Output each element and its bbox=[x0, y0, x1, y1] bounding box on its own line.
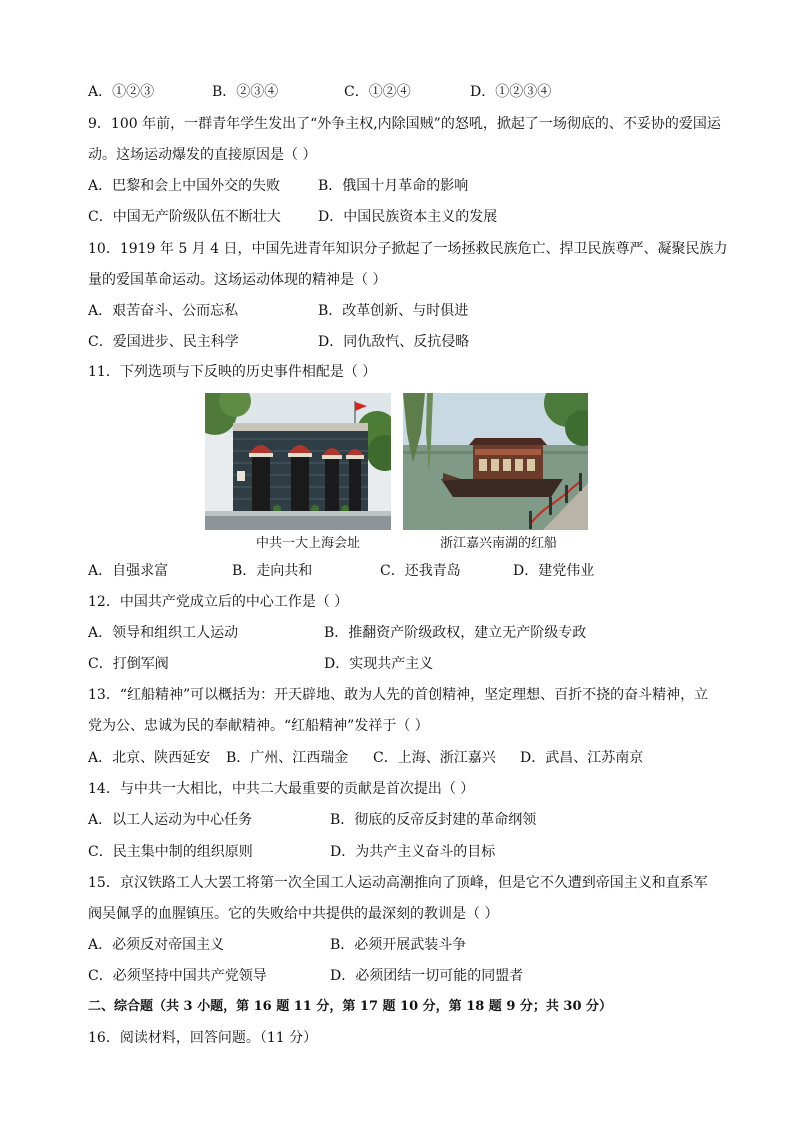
q11-option-a: A．自强求富 bbox=[88, 563, 169, 579]
photo-first-congress-site bbox=[205, 393, 391, 530]
q15-stem-line-2: 阀吴佩孚的血腥镇压。它的失败给中共提供的最深刻的教训是（ ） bbox=[88, 906, 499, 922]
q8-option-c: C．①②④ bbox=[344, 84, 411, 100]
q12-option-c: C．打倒军阀 bbox=[88, 656, 169, 672]
caption-first-congress-site: 中共一大上海会址 bbox=[256, 536, 361, 551]
q9-option-d: D．中国民族资本主义的发展 bbox=[318, 209, 498, 225]
red-boat-image bbox=[403, 393, 588, 530]
q9-option-a: A．巴黎和会上中国外交的失败 bbox=[88, 178, 281, 194]
q15-option-c: C．必须坚持中国共产党领导 bbox=[88, 968, 267, 984]
q8-option-a: A．①②③ bbox=[88, 84, 155, 100]
shikumen-building-image bbox=[205, 393, 391, 530]
q9-option-c: C．中国无产阶级队伍不断壮大 bbox=[88, 209, 281, 225]
q9-stem-line-2: 动。这场运动爆发的直接原因是（ ） bbox=[88, 147, 317, 163]
q11-option-b: B．走向共和 bbox=[232, 563, 313, 579]
q13-option-d: D．武昌、江苏南京 bbox=[520, 750, 644, 766]
q14-option-d: D．为共产主义奋斗的目标 bbox=[330, 844, 496, 860]
q13-option-c: C．上海、浙江嘉兴 bbox=[373, 750, 496, 766]
q15-option-b: B．必须开展武装斗争 bbox=[330, 937, 467, 953]
q9-stem-line-1: 9．100 年前，一群青年学生发出了“外争主权,内除国贼”的怒吼，掀起了一场彻底的、不妥协的爱国运 bbox=[88, 116, 721, 132]
q9-option-b: B．俄国十月革命的影响 bbox=[318, 178, 469, 194]
q12-option-a: A．领导和组织工人运动 bbox=[88, 625, 239, 641]
q14-option-b: B．彻底的反帝反封建的革命纲领 bbox=[330, 812, 537, 828]
q15-option-d: D．必须团结一切可能的同盟者 bbox=[330, 968, 524, 984]
q10-option-d: D．同仇敌忾、反抗侵略 bbox=[318, 334, 470, 350]
section-2-heading: 二、综合题（共 3 小题，第 16 题 11 分，第 17 题 10 分，第 18 题 9 分；共 30 分） bbox=[88, 999, 613, 1014]
caption-red-boat: 浙江嘉兴南湖的红船 bbox=[440, 536, 558, 551]
q10-option-b: B．改革创新、与时俱进 bbox=[318, 303, 469, 319]
q8-option-d: D．①②③④ bbox=[470, 84, 552, 100]
q12-stem: 12．中国共产党成立后的中心工作是（ ） bbox=[88, 594, 349, 610]
q12-option-d: D．实现共产主义 bbox=[324, 656, 434, 672]
q10-stem-line-1: 10．1919 年 5 月 4 日，中国先进青年知识分子掀起了一场拯救民族危亡、捍卫民族尊严、凝聚民族力 bbox=[88, 241, 728, 257]
q14-option-c: C．民主集中制的组织原则 bbox=[88, 844, 253, 860]
q13-stem-line-1: 13．“红船精神”可以概括为：开天辟地、敢为人先的首创精神，坚定理想、百折不挠的奋斗精神，立 bbox=[88, 687, 709, 703]
q16-stem: 16．阅读材料，回答问题。（11 分） bbox=[88, 1030, 318, 1046]
q13-stem-line-2: 党为公、忠诚为民的奉献精神。“红船精神”发祥于（ ） bbox=[88, 718, 429, 734]
q8-option-b: B．②③④ bbox=[212, 84, 279, 100]
q15-stem-line-1: 15．京汉铁路工人大罢工将第一次全国工人运动高潮推向了顶峰，但是它不久遭到帝国主义和直系军 bbox=[88, 875, 708, 891]
q10-stem-line-2: 量的爱国革命运动。这场运动体现的精神是（ ） bbox=[88, 272, 387, 288]
photo-red-boat bbox=[403, 393, 588, 530]
q11-option-d: D．建党伟业 bbox=[513, 563, 595, 579]
q12-option-b: B．推翻资产阶级政权，建立无产阶级专政 bbox=[324, 625, 587, 641]
q14-stem: 14．与中共一大相比，中共二大最重要的贡献是首次提出（ ） bbox=[88, 781, 475, 797]
q13-option-a: A．北京、陕西延安 bbox=[88, 750, 211, 766]
q11-stem: 11．下列选项与下反映的历史事件相配是（ ） bbox=[88, 364, 377, 380]
q15-option-a: A．必须反对帝国主义 bbox=[88, 937, 225, 953]
q14-option-a: A．以工人运动为中心任务 bbox=[88, 812, 253, 828]
q11-option-c: C．还我青岛 bbox=[380, 563, 461, 579]
q10-option-c: C．爱国进步、民主科学 bbox=[88, 334, 239, 350]
q10-option-a: A．艰苦奋斗、公而忘私 bbox=[88, 303, 239, 319]
q13-option-b: B．广州、江西瑞金 bbox=[226, 750, 349, 766]
